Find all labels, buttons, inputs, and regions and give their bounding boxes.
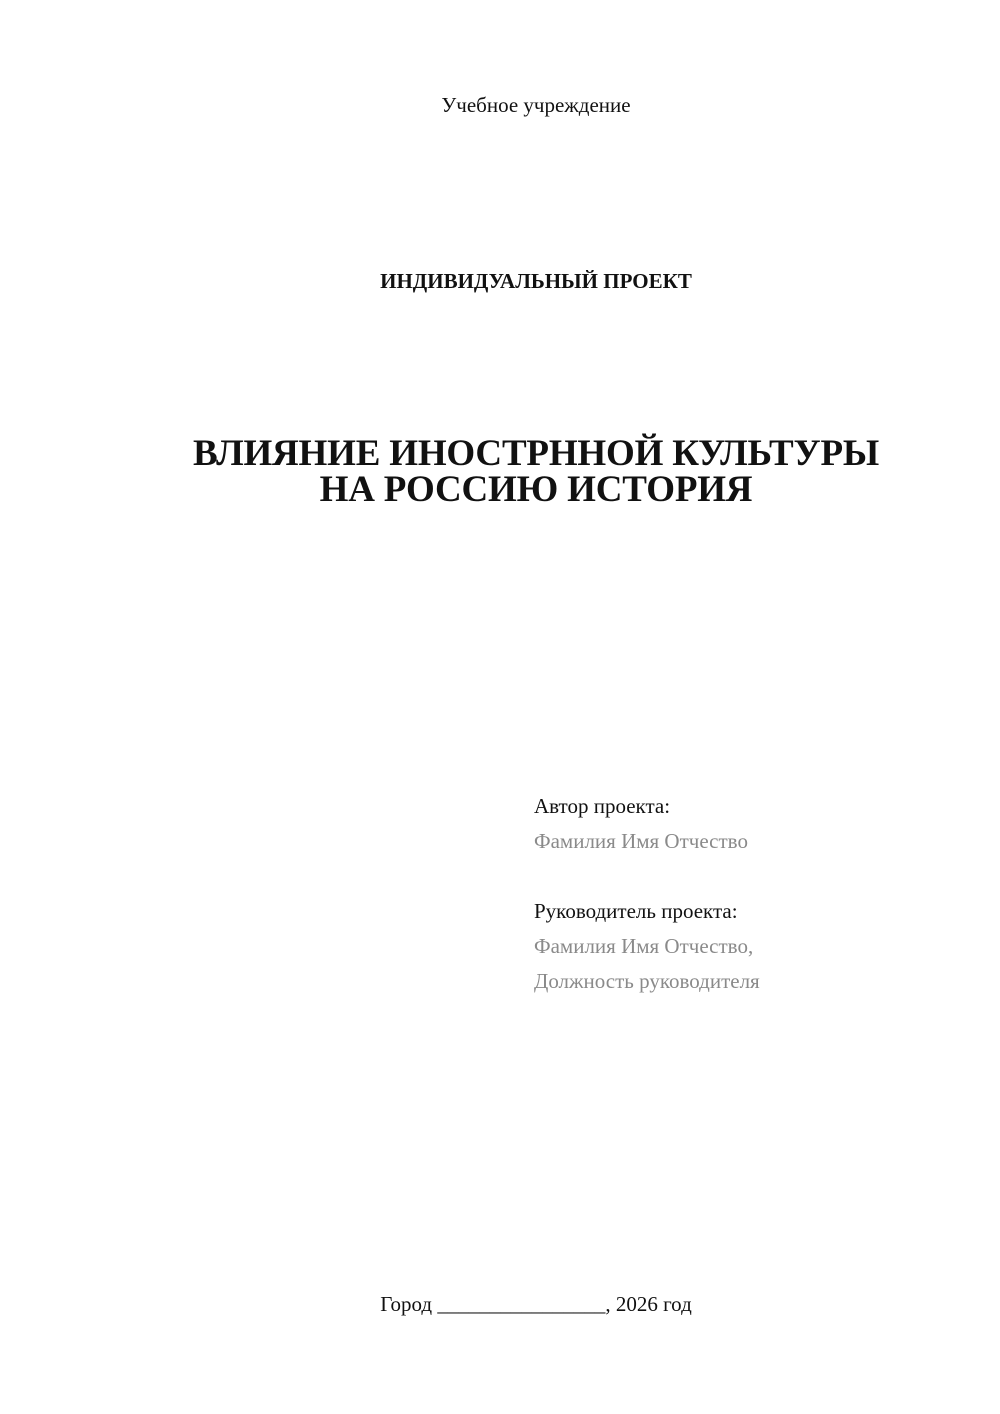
supervisor-position-placeholder: Должность руководителя [534, 969, 760, 993]
document-type: ИНДИВИДУАЛЬНЫЙ ПРОЕКТ [380, 269, 692, 293]
supervisor-name-placeholder: Фамилия Имя Отчество, [534, 934, 754, 958]
supervisor-label: Руководитель проекта: [534, 899, 738, 923]
institution-name: Учебное учреждение [441, 93, 631, 117]
project-title [0, 433, 1000, 510]
spacer [534, 859, 760, 894]
city-year-line: Город ________________, 2026 год [380, 1292, 692, 1316]
author-name-placeholder: Фамилия Имя Отчество [534, 829, 748, 853]
author-label: Автор проекта: [534, 794, 671, 818]
project-title-line-2: НА РОССИЮ ИСТОРИЯ [319, 469, 753, 510]
project-info-block [534, 789, 760, 999]
project-title-line-1: ВЛИЯНИЕ ИНОСТРННОЙ КУЛЬТУРЫ [193, 433, 879, 474]
